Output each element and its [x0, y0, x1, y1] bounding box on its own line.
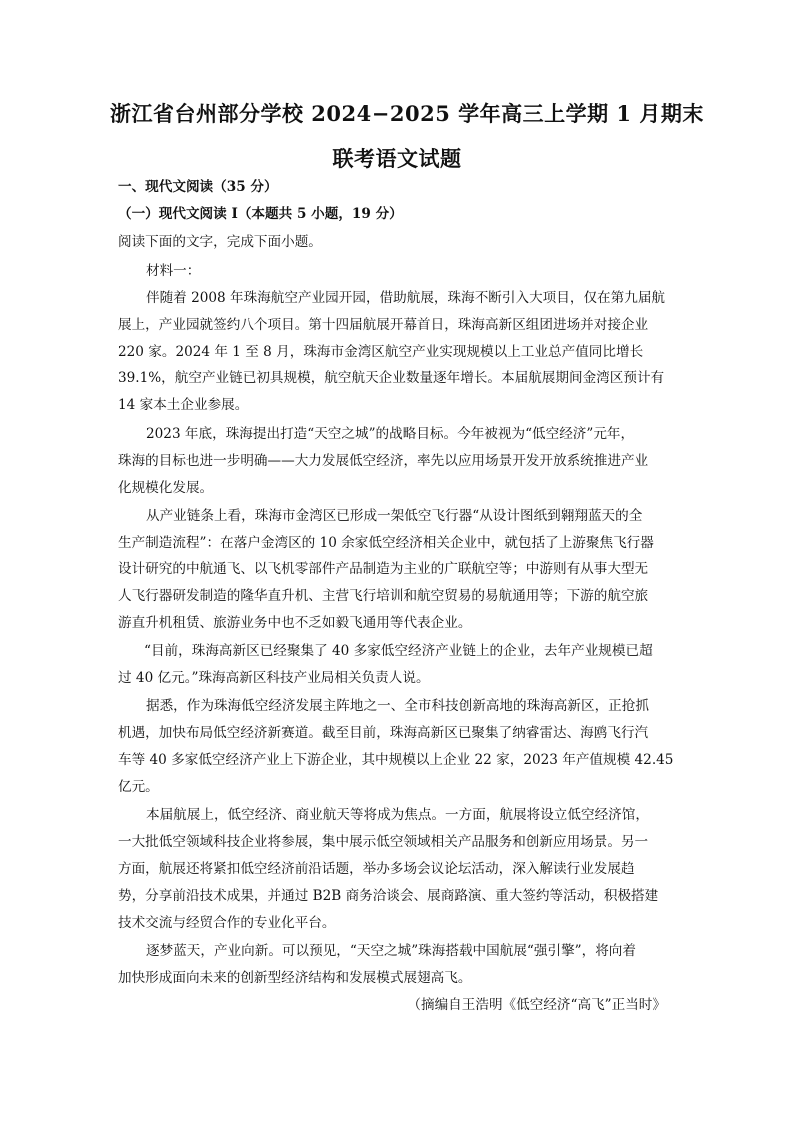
- paragraph-line: 2023 年底，珠海提出打造“天空之城”的战略目标。今年被视为“低空经济”元年，: [146, 426, 635, 442]
- paragraph-line: 生产制造流程”：在落户金湾区的 10 余家低空经济相关企业中，就包括了上游聚焦飞行器: [118, 535, 654, 551]
- paragraph-line: 加快形成面向未来的创新型经济结构和发展模式展翅高飞。: [118, 970, 472, 986]
- paragraph-line: 亿元。: [118, 779, 159, 795]
- instruction-text: 阅读下面的文字，完成下面小题。: [118, 234, 322, 250]
- paragraph-line: 展上，产业园就签约八个项目。第十四届航展开幕首日，珠海高新区组团进场并对接企业: [118, 317, 649, 333]
- source-citation: （摘编自王浩明《低空经济“高飞”正当时》: [407, 997, 666, 1013]
- paragraph-line: 220 家。2024 年 1 至 8 月，珠海市金湾区航空产业实现规模以上工业总产值同比增长: [118, 344, 644, 360]
- document-title-line-1: 浙江省台州部分学校 2024−2025 学年高三上学期 1 月期末: [110, 101, 704, 126]
- paragraph-line: 14 家本土企业参展。: [118, 397, 249, 413]
- paragraph-line: 技术交流与经贸合作的专业化平台。: [118, 915, 336, 931]
- paragraph-line: 39.1%，航空产业链已初具规模，航空航天企业数量逐年增长。本届航展期间金湾区预计有: [118, 370, 665, 386]
- section-heading: 一、现代文阅读（35 分）: [118, 179, 278, 195]
- paragraph-line: 本届航展上，低空经济、商业航天等将成为焦点。一方面，航展将设立低空经济馆，: [146, 807, 649, 823]
- paragraph-line: 设计研究的中航通飞、以飞机零部件产品制造为主业的广联航空等；中游则有从事大型无: [118, 561, 649, 577]
- paragraph-line: 机遇，加快布局低空经济新赛道。截至目前，珠海高新区已聚集了纳睿雷达、海鸥飞行汽: [118, 725, 649, 741]
- paragraph-line: 人飞行器研发制造的隆华直升机、主营飞行培训和航空贸易的易航通用等；下游的航空旅: [118, 588, 649, 604]
- paragraph-line: “目前，珠海高新区已经聚集了 40 多家低空经济产业链上的企业，去年产业规模已超: [144, 643, 653, 659]
- paragraph-line: 势，分享前沿技术成果，并通过 B2B 商务洽谈会、展商路演、重大签约等活动，积极搭建: [118, 888, 659, 904]
- paragraph-line: 据悉，作为珠海低空经济发展主阵地之一、全市科技创新高地的珠海高新区，正抢抓: [146, 698, 649, 714]
- paragraph-line: 车等 40 多家低空经济产业上下游企业，其中规模以上企业 22 家，2023 年产值规模 42.45: [118, 752, 674, 768]
- paragraph-line: 一大批低空领域科技企业将参展，集中展示低空领域相关产品服务和创新应用场景。另一: [118, 834, 649, 850]
- paragraph-line: 逐梦蓝天，产业向新。可以预见，“天空之城”珠海搭载中国航展“强引擎”，将向着: [146, 943, 636, 959]
- paragraph-line: 游直升机租赁、旅游业务中也不乏如毅飞通用等代表企业。: [118, 615, 472, 631]
- material-label: 材料一：: [146, 263, 201, 279]
- paragraph-line: 从产业链条上看，珠海市金湾区已形成一架低空飞行器“从设计图纸到翱翔蓝天的全: [146, 508, 643, 524]
- paragraph-line: 方面，航展还将紧扣低空经济前沿话题，举办多场会议论坛活动，深入解读行业发展趋: [118, 861, 635, 877]
- document-title-line-2: 联考语文试题: [332, 146, 462, 171]
- paragraph-line: 化规模化发展。: [118, 480, 214, 496]
- paragraph-line: 过 40 亿元。”珠海高新区科技产业局相关负责人说。: [118, 670, 430, 686]
- paragraph-line: 伴随着 2008 年珠海航空产业园开园，借助航展，珠海不断引入大项目，仅在第九届航: [146, 290, 666, 306]
- subsection-heading: （一）现代文阅读 I（本题共 5 小题，19 分）: [118, 206, 403, 222]
- paragraph-line: 珠海的目标也进一步明确——大力发展低空经济，率先以应用场景开发开放系统推进产业: [118, 453, 649, 469]
